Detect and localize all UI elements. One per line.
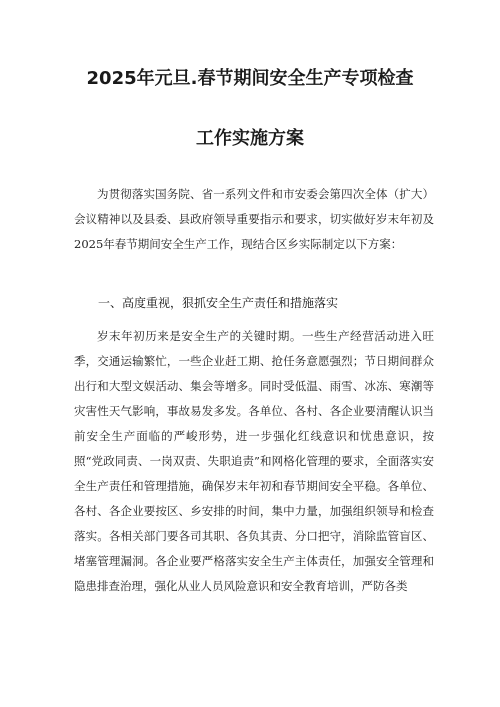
document-title-line-1: 2025年元旦.春节期间安全生产专项检查 — [86, 68, 414, 89]
intro-paragraph: 为贯彻落实国务院、省一系列文件和市安委会第四次全体（扩大）会议精神以及县委、县政府领导重要指示和要求，切实做好岁末年初及2025年春节期间安全生产工作，现结合区乡实际制定以下方案： — [74, 187, 434, 251]
section-1-heading: 一、高度重视，狠抓安全生产责任和措施落实 — [98, 296, 339, 310]
section-1-paragraph: 岁末年初历来是安全生产的关键时期。一些生产经营活动进入旺季，交通运输繁忙，一些企业赶工期、抢任务意愿强烈；节日期间群众出行和大型文娱活动、集会等增多。同时受低温、雨雪、冰冻、寒潮等灾害性天气影响，事故易发多发。各单位、各村、各企业要清醒认识当前安全生产面临的严峻形势，进一步强化红线意识和忧患意识，按照“党政同责、一岗双责、失职追责”和网格化管理的要求，全面落实安全生产责任和管理措施，确保岁末年初和春节期间安全平稳。各单位、各村、各企业要按区、乡安排的时间，集中力量，加强组织领导和检查落实。各相关部门要各司其职、各负其责、分口把守，消除监管盲区、堵塞管理漏洞。各企业要严格落实安全生产主体责任，加强安全管理和隐患排查治理，强化从业人员风险意识和安全教育培训，严防各类 — [74, 329, 434, 593]
document-title-line-2: 工作实施方案 — [196, 128, 304, 149]
